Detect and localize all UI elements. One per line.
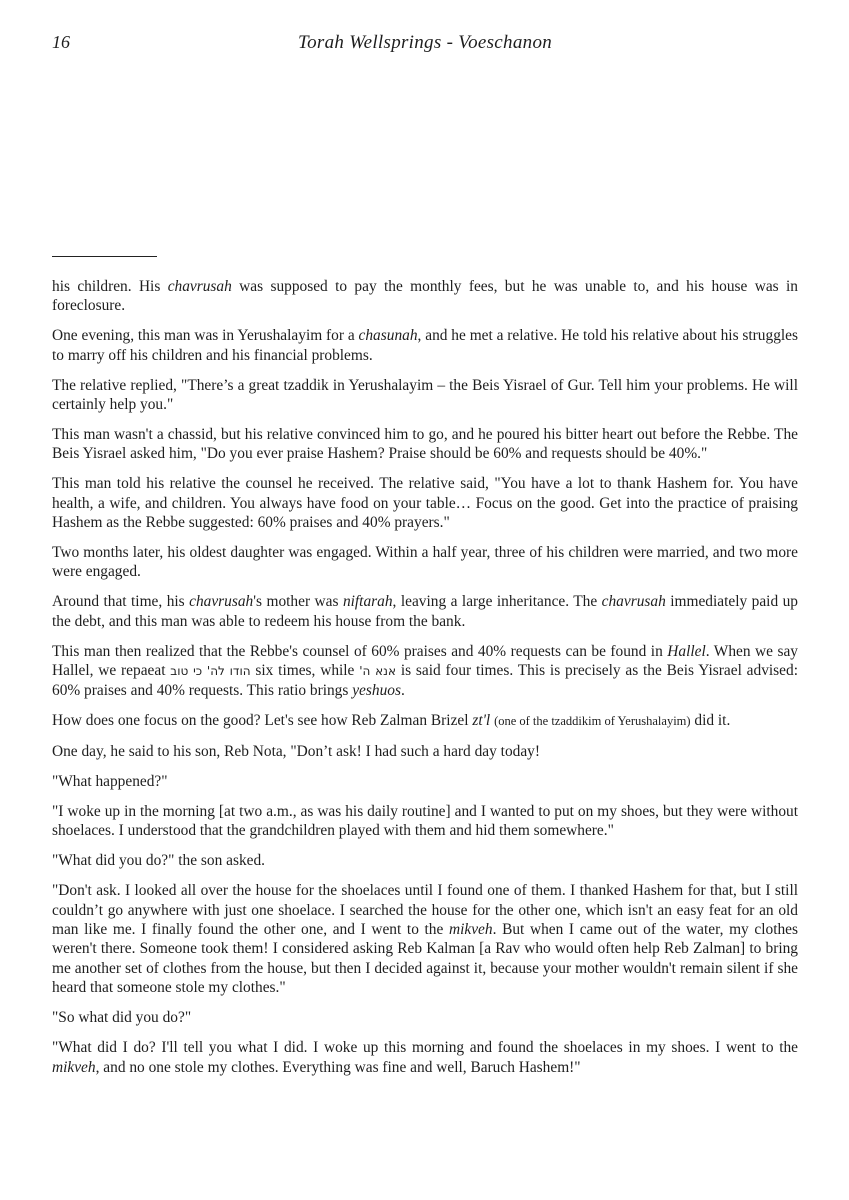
paragraph bbox=[52, 474, 798, 532]
paragraph bbox=[52, 277, 798, 316]
text-run: 's mother was bbox=[253, 593, 343, 611]
text-run: Around that time, his bbox=[52, 593, 190, 611]
text-run: , and he met a relative. He told his relative about his struggles to marry off his children and his financial problems. bbox=[52, 327, 798, 364]
text-run: This man wasn't a chassid, but his relative convinced him to go, and he poured his bitter heart out before the Rebbe. The Beis Yisrael asked him, "Do you ever praise Hashem? Praise should be 60% and requests should be 40%." bbox=[52, 425, 798, 463]
text-run: . When we say Hallel, we repaeat bbox=[52, 642, 799, 679]
text-run: "I woke up in the morning [at two a.m., as was his daily routine] and I wanted to put on my shoes, but they were without shoelaces. I understood that the grandchildren played with them and hid them somewhere." bbox=[52, 803, 798, 840]
text-run: , leaving a large inheritance. The bbox=[392, 593, 602, 611]
text-run: did it. bbox=[690, 712, 731, 730]
running-title: Torah Wellsprings - Voeschanon bbox=[297, 32, 553, 53]
italic-term: mikveh bbox=[448, 921, 493, 939]
text-run: The relative replied, "There’s a great tzaddik in Yerushalayim – the Beis Yisrael of Gur. Tell him your problems. He will certainly help you." bbox=[52, 376, 798, 414]
paragraph bbox=[52, 326, 798, 365]
paragraph bbox=[52, 881, 798, 997]
text-run: . bbox=[400, 682, 405, 700]
paragraph bbox=[52, 425, 798, 464]
italic-term: chasunah bbox=[358, 327, 418, 345]
text-run: "What did I do? I'll tell you what I did. I woke up this morning and found the shoelaces in my shoes. I went to the bbox=[52, 1039, 798, 1057]
italic-term: mikveh bbox=[52, 1058, 96, 1076]
text-run: is said four times. This is precisely as the Beis Yisrael advised: 60% praises and 40% requests. This ratio brings bbox=[52, 662, 798, 700]
italic-term: chavrusah bbox=[601, 593, 666, 611]
italic-term: yeshuos bbox=[352, 682, 401, 700]
paragraph bbox=[52, 1038, 798, 1077]
paragraph bbox=[52, 802, 798, 841]
hebrew-phrase: אנא ה' bbox=[359, 664, 396, 678]
small-note: (one of the tzaddikim of Yerushalayim) bbox=[494, 714, 691, 729]
text-run: "What did you do?" the son asked. bbox=[52, 852, 266, 870]
paragraph bbox=[52, 543, 798, 582]
page-header bbox=[52, 32, 798, 58]
italic-term: chavrusah bbox=[167, 278, 232, 295]
text-run: . But when I came out of the water, my clothes weren't there. Someone took them! I considered asking Reb Kalman [a Rav who would often help Reb Zalman] to bring me another set of clothes from the house, but then I decided against it, because your mother wouldn't remain silent if she heard that someone stole my clothes." bbox=[52, 921, 798, 997]
paragraph bbox=[52, 376, 798, 415]
text-run: immediately paid up the debt, and this man was able to redeem his house from the bank. bbox=[52, 593, 798, 630]
paragraph bbox=[52, 851, 798, 870]
italic-term: zt'l bbox=[472, 712, 491, 730]
text-run: his children. His bbox=[52, 278, 168, 295]
page-number: 16 bbox=[52, 32, 70, 52]
text-run: six times, while bbox=[250, 662, 360, 679]
paragraph bbox=[52, 711, 798, 731]
text-run: This man told his relative the counsel he received. The relative said, "You have a lot to thank Hashem for. You have health, a wife, and children. You always have food on your table… Focus on the good. Get into the practice of praising Hashem as the Rebbe suggested: 60% praises and 40% prayers." bbox=[52, 475, 798, 532]
italic-term: niftarah bbox=[342, 593, 393, 611]
text-run: "Don't ask. I looked all over the house for the shoelaces until I found one of them. I thanked Hashem for that, but I still couldn’t go anywhere with just one shoelace. I searched the house for the other one, which isn't an easy feat for an old man like me. I finally found the other one, and I went to the bbox=[52, 882, 798, 939]
text-run: was supposed to pay the monthly fees, but he was unable to, and his house was in foreclosure. bbox=[52, 278, 798, 315]
paragraph bbox=[52, 742, 798, 761]
paragraph bbox=[52, 642, 798, 701]
footnote-separator-rule bbox=[52, 256, 157, 257]
body-text bbox=[52, 277, 798, 1087]
text-run: How does one focus on the good? Let's see how Reb Zalman Brizel bbox=[52, 712, 473, 730]
italic-term: chavrusah bbox=[189, 593, 254, 611]
text-run: "What happened?" bbox=[52, 773, 168, 791]
text-run: Two months later, his oldest daughter was engaged. Within a half year, three of his children were married, and two more were engaged. bbox=[52, 543, 798, 581]
text-run: One evening, this man was in Yerushalayim for a bbox=[52, 327, 359, 345]
text-run: This man then realized that the Rebbe's counsel of 60% praises and 40% requests can be found in bbox=[52, 642, 668, 660]
text-run: One day, he said to his son, Reb Nota, "Don’t ask! I had such a hard day today! bbox=[52, 743, 540, 761]
text-run: "So what did you do?" bbox=[52, 1009, 192, 1027]
paragraph bbox=[52, 592, 798, 631]
hebrew-phrase: הודו לה' כי טוב bbox=[170, 664, 251, 678]
paragraph bbox=[52, 1008, 798, 1027]
italic-term: Hallel bbox=[667, 642, 706, 660]
paragraph bbox=[52, 772, 798, 791]
text-run: , and no one stole my clothes. Everything was fine and well, Baruch Hashem!" bbox=[95, 1058, 581, 1076]
